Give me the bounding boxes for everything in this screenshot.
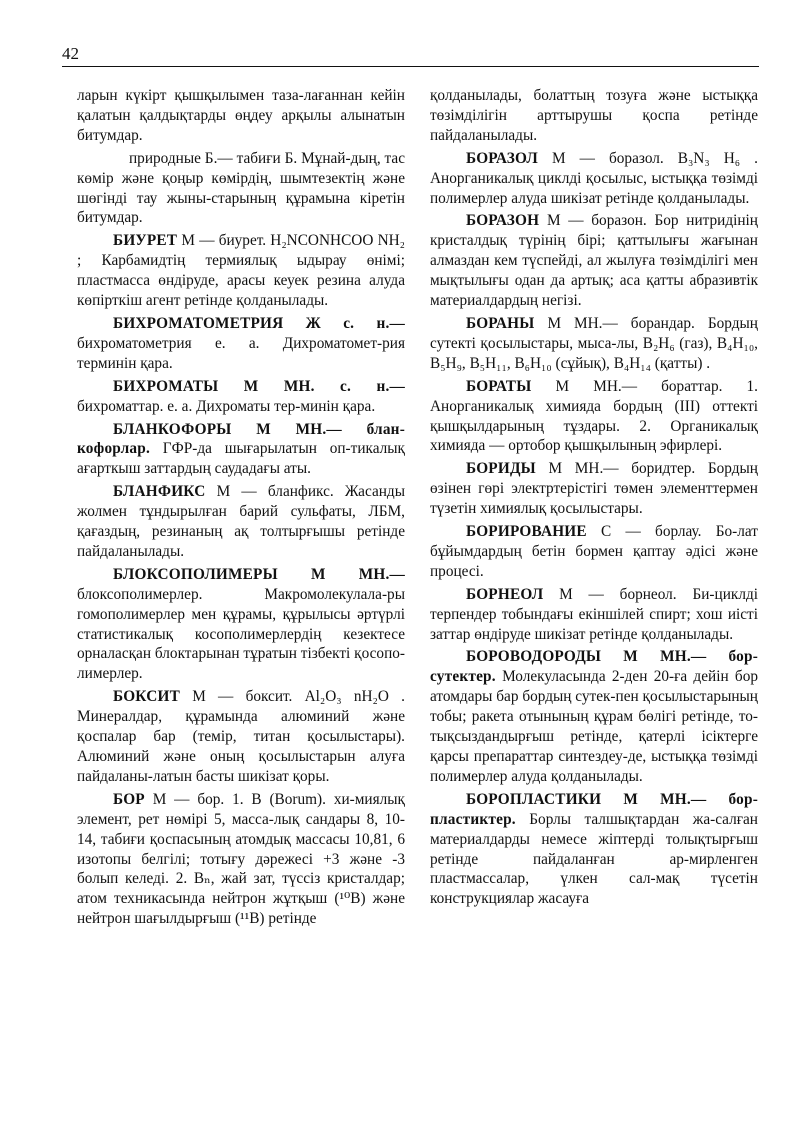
entry-headword: БИХРОМАТОМЕТРИЯ Ж с. н.— (113, 314, 405, 332)
dictionary-entry (430, 211, 758, 311)
entry-headword: БЛАНФИКС (113, 483, 206, 501)
entry-headword: БИХРОМАТЫ М МН. с. н.— (113, 377, 405, 395)
left-column (77, 86, 405, 932)
entry-text: М — боразон. Бор нитридінің кристалдық түрінің бірі; қаттылығы жағынан алмаздан кем түспейді, ал жылуға төзімділігі мен мықтылығы одан да артық; аса қатты абразивтік материалдардың негізі. (430, 212, 758, 310)
entry-text: М МН.— боридтер. Бордың өзінен гөрі электртерістігі төмен элементтермен түзетін химиялық қосылыстары. (430, 460, 758, 518)
entry-text: М — бланфикс. Жасанды жолмен тұндырылған барий сульфаты, ЛБМ, қағаздың, резинаның ақ толтырғышы ретінде пайдаланылады. (77, 483, 405, 560)
dictionary-entry (430, 585, 758, 645)
entry-text: С — борлау. Бо-лат бұйымдардың бетін бормен қаптау әдісі және процесі. (430, 523, 758, 580)
entry-headword: БЛАНКОФОРЫ М МН.— блан-кофорлар. (77, 420, 405, 458)
entry-text: М — боксит. Al₂O₃ nH₂O . Минералдар, құрамында алюминий және қоспалар бар (темір, титан қосылыстары). Алюминий және оның қосылыстарын алуға пайдаланы-латын басты шикізат қоры. (77, 688, 405, 785)
dictionary-entry (77, 565, 405, 684)
dictionary-entry (430, 647, 758, 786)
entry-headword: БОР (113, 790, 145, 808)
entry-headword: БОРАЗОЛ (466, 149, 538, 167)
entry-headword: БОРАТЫ (466, 377, 532, 395)
entry-headword: БИУРЕТ (113, 232, 178, 250)
dictionary-entry (77, 231, 405, 311)
entry-text: М — бор. 1. B (Borum). хи-миялық элемент, рет нөмірі 5, масса-лық сандары 8, 10-14, табиғи қоспасының атомдық массасы 10,81, 6 изотопы белгілі; тотығу дәрежесі +3 және -3 болып келеді. 2. Bₙ, жай зат, түссіз кристалдар; атом техникасында нейтрон жұтқыш (¹⁰B) және нейтрон шағылдырғыш (¹¹B) ретінде (77, 790, 405, 928)
dictionary-entry (430, 314, 758, 374)
entry-text: природные Б.— табиғи Б. Мұнай-дың, тас көмір және қоңыр көмірдің, шымтезектің және шөгінді тау жыны-старының құрамына кіретін битумдар. (77, 149, 405, 227)
entry-headword: БОРОПЛАСТИКИ М МН.— бор-пластиктер. (430, 790, 758, 828)
entry-text: қолданылады, болаттың тозуға және ыстыққа төзімділігін арттырушы қоспа ретінде пайдаланылады. (430, 87, 758, 144)
header-rule (62, 66, 759, 67)
dictionary-entry (430, 377, 758, 457)
dictionary-entry (77, 790, 405, 929)
entry-headword: БОРАНЫ (466, 314, 535, 332)
entry-text: блоксополимерлер. Макромолекулала-ры гомополимерлер мен құрамы, құрылысы әртүрлі статистикалық косополимерлердің кезектесе орналасқан блоктарынан тұратын тізбекті қосопо-лимерлер. (77, 585, 405, 683)
entry-text: бихроматометрия е. а. Дихроматомет-рия терминін қара. (77, 334, 405, 372)
dictionary-entry (77, 482, 405, 562)
entry-headword: БОРАЗОН (466, 212, 540, 230)
dictionary-entry (430, 149, 758, 209)
entry-text: М МН.— борандар. Бордың сутекті қосылыстары, мыса-лы, B₂H₆ (газ), B₄H₁₀, B₅H₉, B₅H₁₁, B₆H₁₀ (сұйық), B₄H₁₄ (қатты) . (430, 314, 758, 372)
entry-text: М — боразол. B₃N₃ H₆ . Анорганикалық циклді қосылыс, ыстыққа төзімді полимерлер алуда шикізат ретінде қолданылады. (430, 149, 758, 207)
dictionary-entry (77, 687, 405, 787)
dictionary-entry (77, 314, 405, 374)
dictionary-entry (77, 377, 405, 417)
dictionary-entry (430, 522, 758, 582)
entry-text: М МН.— бораттар. 1. Анорганикалық химияда бордың (III) оттекті қышқылдарының тұздары. 2. Органикалық химияда — ортобор қышқылының эфирлері. (430, 377, 758, 455)
dictionary-entry (430, 459, 758, 519)
entry-text: М — борнеол. Би-циклді терпендер тобындағы екіншілей спирт; хош иісті заттар өндіруде шикізат ретінде қолданылады. (430, 585, 758, 643)
entry-text: Молекуласында 2-ден 20-ға дейін бор атомдары бар бордың сутек-пен қосылыстарының тобы; ракета отынының құрам бөлігі ретінде, то-тықсыздандырғыш ретінде, қатерлі ісіктерге қарсы препараттар синтездеу-де, ыстыққа төзімді полимерлер алуда қолданылады. (430, 668, 758, 785)
entry-headword: БОРИРОВАНИЕ (466, 523, 587, 541)
entry-continuation (430, 86, 758, 146)
sub-entry (77, 149, 405, 229)
entry-headword: БОРИДЫ (466, 460, 536, 478)
entry-text: бихроматтар. е. а. Дихроматы тер-минін қара. (77, 397, 376, 415)
dictionary-entry (77, 420, 405, 480)
entry-text: Борлы талшықтардан жа-салған материалдарды немесе жіптерді толықтырғыш ретінде пайдаланған ар-мирленген пластмассалар, үлкен сал-мақ түсетін конструкциялар жасауға (430, 810, 758, 908)
entry-text: ГФР-да шығарылатын оп-тикалық ағарткыш заттардың саудадағы аты. (77, 440, 405, 478)
entry-headword: БОКСИТ (113, 688, 180, 706)
dictionary-entry (430, 790, 758, 909)
entry-text: ларын күкірт қышқылымен таза-лағаннан кейін қалатын қалдықтарды өңдеу арқылы алынатын битумдар. (77, 87, 405, 144)
entry-headword: БОРНЕОЛ (466, 585, 544, 603)
entry-headword: БОРОВОДОРОДЫ М МН.— бор-сутектер. (430, 648, 758, 686)
entry-continuation (77, 86, 405, 146)
right-column (430, 86, 758, 912)
entry-headword: БЛОКСОПОЛИМЕРЫ М МН.— (113, 565, 405, 583)
entry-text: М — биурет. H₂NCONHCOO NH₂ ; Карбамидтің термиялық ыдырау өнімі; пластмасса өндіруде, арасы кеуек резина алуда көпірткіш агент ретінде қолданылады. (77, 232, 405, 310)
page-number: 42 (62, 44, 79, 63)
